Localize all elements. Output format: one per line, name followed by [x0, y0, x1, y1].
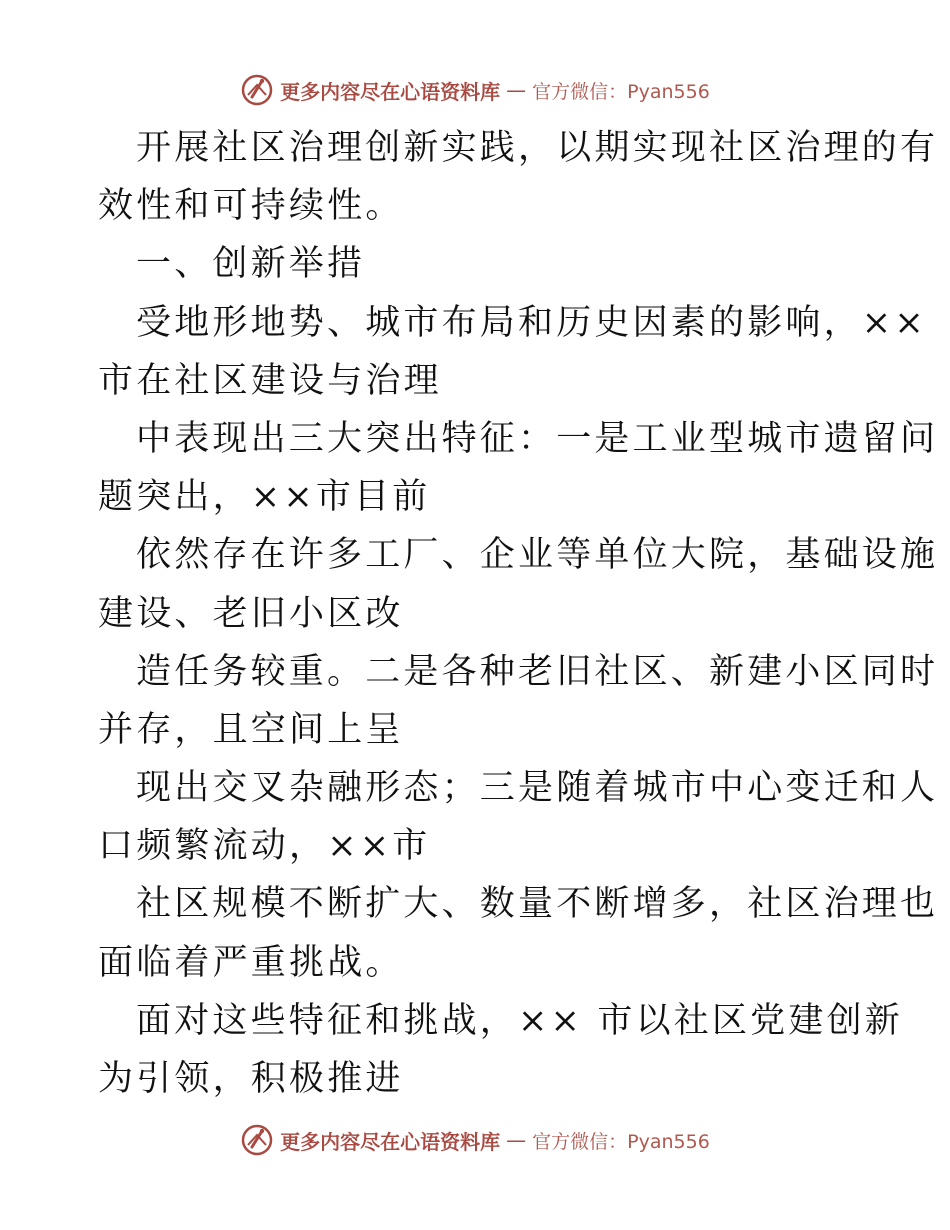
footer-watermark	[0, 1120, 950, 1160]
body-line: 效性和可持续性。	[98, 186, 404, 227]
body-line: 开展社区治理创新实践，以期实现社区治理的有	[136, 128, 939, 168]
body-line: 受地形地势、城市布局和历史因素的影响，××	[136, 302, 927, 343]
watermark-wechat-text: 官方微信：Pyan556	[532, 1130, 710, 1153]
watermark-separator: —	[506, 78, 527, 102]
watermark-separator: —	[506, 1128, 527, 1152]
body-line: 为引领，积极推进	[98, 1059, 404, 1099]
body-line: 社区规模不断扩大、数量不断增多，社区治理也	[136, 884, 939, 925]
header-watermark	[0, 70, 950, 110]
watermark-brand-text: 更多内容尽在心语资料库	[280, 79, 501, 104]
section-heading: 一、创新举措	[136, 244, 366, 285]
body-line: 现出交叉杂融形态；三是随着城市中心变迁和人	[136, 768, 939, 809]
body-line: 依然存在许多工厂、企业等单位大院，基础设施	[136, 535, 939, 576]
book-pen-logo-icon	[240, 73, 274, 107]
watermark-brand-text: 更多内容尽在心语资料库	[280, 1129, 501, 1154]
body-line: 造任务较重。二是各种老旧社区、新建小区同时	[136, 651, 939, 692]
body-line: 面对这些特征和挑战，×× 市以社区党建创新	[136, 1000, 903, 1041]
body-line: 市在社区建设与治理	[98, 360, 442, 401]
body-line: 并存，且空间上呈	[98, 709, 404, 750]
body-line: 口频繁流动，××市	[98, 826, 431, 867]
watermark-wechat-text: 官方微信：Pyan556	[532, 80, 710, 103]
book-pen-logo-icon	[240, 1123, 274, 1157]
body-line: 建设、老旧小区改	[98, 593, 404, 634]
body-line: 中表现出三大突出特征：一是工业型城市遗留问	[136, 418, 939, 459]
body-line: 题突出，××市目前	[98, 477, 431, 518]
body-line: 面临着严重挑战。	[98, 942, 404, 983]
document-body	[98, 119, 939, 1108]
